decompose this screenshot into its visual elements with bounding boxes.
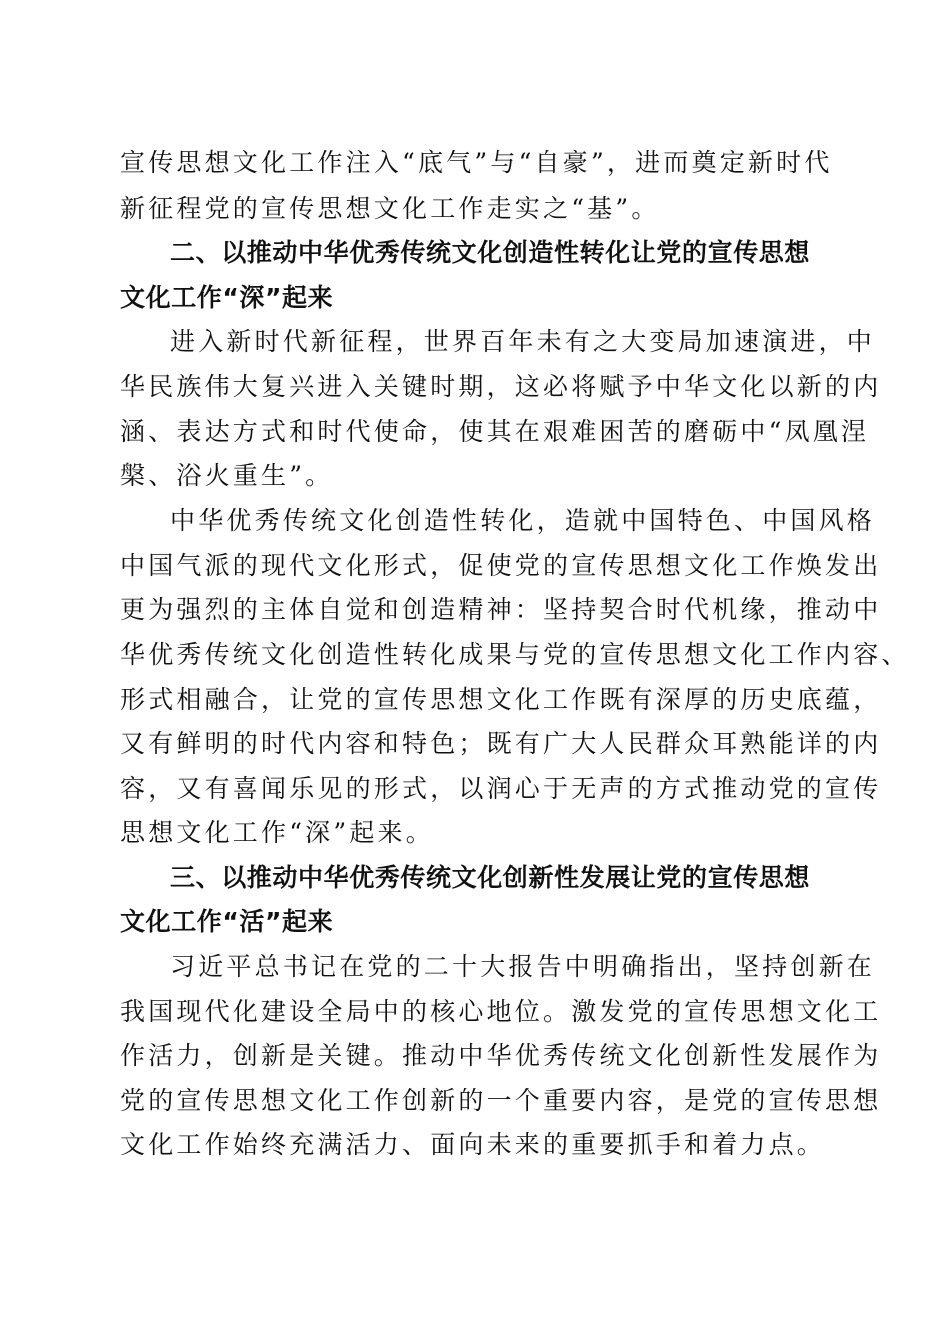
section-heading-3-cont: 文化工作“活”起来 <box>120 907 334 936</box>
body-text-line: 我国现代化建设全局中的核心地位。激发党的宣传思想文化工 <box>120 997 882 1026</box>
section-heading-2: 二、以推动中华优秀传统文化创造性转化让党的宣传思想 <box>170 238 811 267</box>
body-text-line: 思想文化工作“深”起来。 <box>120 818 434 847</box>
paragraph-first-line: 习近平总书记在党的二十大报告中明确指出，坚持创新在 <box>170 952 876 981</box>
body-text-line: 党的宣传思想文化工作创新的一个重要内容，是党的宣传思想 <box>120 1086 882 1115</box>
body-text-line: 形式相融合，让党的宣传思想文化工作既有深厚的历史底蕴， <box>120 685 882 714</box>
body-text-line: 又有鲜明的时代内容和特色；既有广大人民群众耳熟能详的内 <box>120 729 882 758</box>
body-text-line: 容，又有喜闻乐见的形式，以润心于无声的方式推动党的宣传 <box>120 774 882 803</box>
paragraph-first-line: 进入新时代新征程，世界百年未有之大变局加速演进，中 <box>170 327 876 356</box>
body-text-line: 涵、表达方式和时代使命，使其在艰难困苦的磨砺中“凤凰涅 <box>120 417 870 446</box>
body-text-line: 华民族伟大复兴进入关键时期，这必将赋予中华文化以新的内 <box>120 372 882 401</box>
body-text-line: 文化工作始终充满活力、面向未来的重要抓手和着力点。 <box>120 1130 826 1159</box>
section-heading-3: 三、以推动中华优秀传统文化创新性发展让党的宣传思想 <box>170 863 811 892</box>
body-text-line: 华优秀传统文化创造性转化成果与党的宣传思想文化工作内容、 <box>120 640 910 669</box>
paragraph-first-line: 中华优秀传统文化创造性转化，造就中国特色、中国风格 <box>170 506 876 535</box>
body-text-line: 中国气派的现代文化形式，促使党的宣传思想文化工作焕发出 <box>120 551 882 580</box>
body-text-line: 新征程党的宣传思想文化工作走实之“基”。 <box>120 194 660 223</box>
body-text-line: 槃、浴火重生”。 <box>120 461 334 490</box>
body-text-line: 宣传思想文化工作注入“底气”与“自豪”，进而奠定新时代 <box>120 148 833 177</box>
body-text-line: 作活力，创新是关键。推动中华优秀传统文化创新性发展作为 <box>120 1041 882 1070</box>
body-text-line: 更为强烈的主体自觉和创造精神：坚持契合时代机缘，推动中 <box>120 595 882 624</box>
section-heading-2-cont: 文化工作“深”起来 <box>120 283 334 312</box>
